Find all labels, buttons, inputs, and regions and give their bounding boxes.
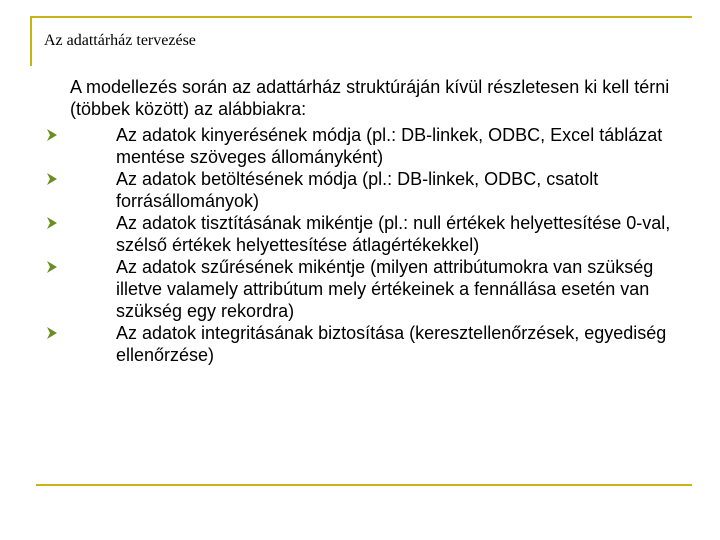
bullet-text: Az adatok betöltésének módja (pl.: DB-linkek, ODBC, csatolt forrásállományok) <box>116 169 599 211</box>
bullet-text: Az adatok szűrésének mikéntje (milyen attribútumokra van szükség illetve valamely attribútum mely értékeinek a fennállása esetén van szükség egy rekordra) <box>116 257 654 321</box>
bullet-text: Az adatok kinyerésének módja (pl.: DB-linkek, ODBC, Excel táblázat mentése szöveges állományként) <box>116 125 663 167</box>
arrowhead-bullet-icon <box>46 327 58 339</box>
arrowhead-bullet-icon <box>46 261 58 273</box>
slide-title: Az adattárház tervezése <box>44 32 196 49</box>
arrowhead-bullet-icon <box>46 173 58 185</box>
bullet-text: Az adatok tisztításának mikéntje (pl.: null értékek helyettesítése 0-val, szélső értékek helyettesítése átlagértékekkel) <box>116 213 671 255</box>
bullet-list <box>46 124 686 366</box>
arrowhead-bullet-icon <box>46 129 58 141</box>
bullet-item <box>46 212 686 256</box>
bullet-item <box>46 168 686 212</box>
bullet-item <box>46 322 686 366</box>
left-rule <box>30 16 32 66</box>
arrowhead-bullet-icon <box>46 217 58 229</box>
bottom-rule <box>36 484 692 486</box>
bullet-text: Az adatok integritásának biztosítása (keresztellenőrzések, egyediség ellenőrzése) <box>116 323 667 365</box>
intro-paragraph: A modellezés során az adattárház struktúráján kívül részletesen ki kell térni (többek között) az alábbiakra: <box>70 77 670 119</box>
top-rule <box>30 16 692 18</box>
bullet-item <box>46 256 686 322</box>
bullet-item <box>46 124 686 168</box>
